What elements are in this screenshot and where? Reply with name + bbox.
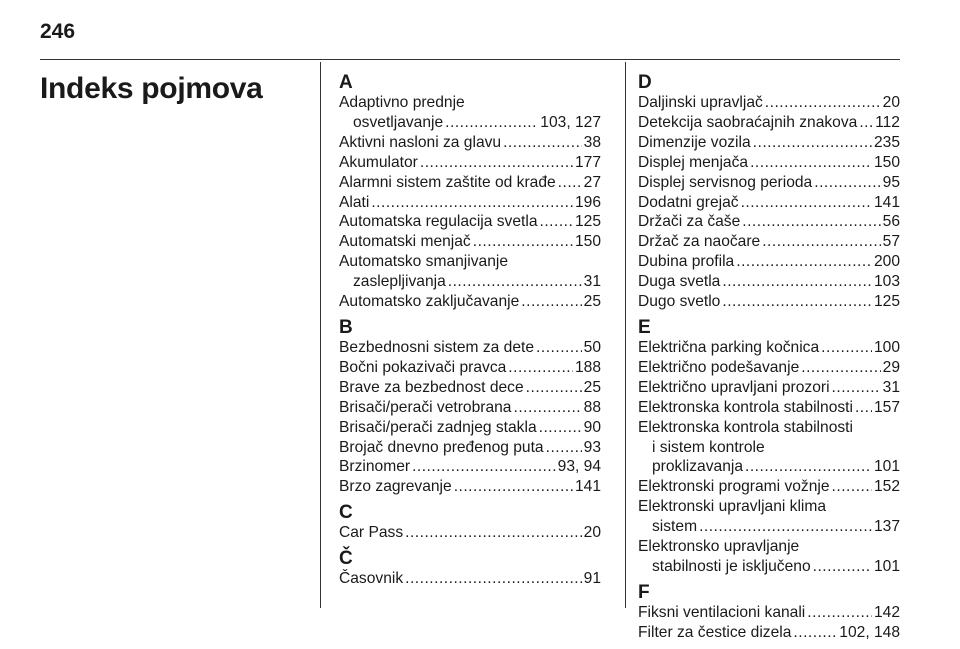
entry-term: Dimenzije vozila [638, 133, 751, 151]
index-column-2 [638, 73, 900, 649]
index-entry [339, 398, 601, 418]
index-entry [638, 113, 900, 133]
dot-leader [855, 398, 872, 418]
dot-leader [371, 193, 573, 213]
entry-pages: 103 [873, 273, 900, 291]
entry-term: Električno podešavanje [638, 358, 800, 376]
entry-pages: 31 [583, 273, 601, 291]
entry-term: Daljinski upravljač [638, 94, 763, 111]
entry-term: Detekcija saobraćajnih znakova [638, 113, 858, 131]
entry-pages: 152 [873, 478, 900, 496]
column-divider [625, 62, 626, 608]
dot-leader [722, 272, 872, 292]
entry-pages: 235 [873, 133, 900, 151]
entry-term: Akumulator [339, 153, 418, 171]
entry-term-continuation [638, 457, 900, 477]
column-divider [320, 62, 321, 608]
index-entry [638, 338, 900, 358]
entry-pages: 125 [873, 293, 900, 311]
dot-leader [540, 212, 573, 232]
index-entry [638, 153, 900, 173]
entry-term: Držači za čaše [638, 213, 741, 231]
entry-term: Brzo zagrevanje [339, 478, 452, 496]
entry-pages: 200 [873, 253, 900, 271]
entry-pages: 103, 127 [540, 113, 601, 131]
section-letter: A [339, 72, 353, 93]
entry-term-text: stabilnosti je isključeno [652, 557, 811, 575]
entry-term: Displej servisnog perioda [638, 173, 813, 191]
index-section [638, 318, 900, 577]
index-section [339, 318, 601, 497]
index-entry [638, 358, 900, 378]
index-entry [339, 193, 601, 213]
entry-term: Alati [339, 193, 370, 211]
dot-leader [762, 232, 880, 252]
entry-pages: 57 [882, 233, 900, 251]
dot-leader [750, 153, 872, 173]
entry-term-text: osvetljavanje [353, 113, 444, 131]
dot-leader [813, 557, 872, 577]
index-entry [339, 252, 601, 292]
entry-pages: 177 [574, 153, 601, 171]
index-entry [339, 212, 601, 232]
dot-leader [513, 398, 581, 418]
index-section [339, 73, 601, 312]
index-entry [339, 523, 601, 543]
index-entry [339, 378, 601, 398]
entry-term-text: proklizavanja [652, 458, 744, 476]
index-entry [638, 133, 900, 153]
entry-term: Elektronska kontrola stabilnosti [638, 418, 853, 436]
entry-term: Car Pass [339, 524, 404, 542]
entry-pages: 20 [882, 94, 900, 111]
section-letter: E [638, 316, 651, 338]
index-entry [638, 398, 900, 418]
dot-leader [832, 378, 881, 398]
index-section [638, 583, 900, 643]
index-entry [339, 438, 601, 458]
index-section [638, 73, 900, 312]
entry-term: Bezbednosni sistem za dete [339, 338, 535, 356]
entry-pages: 27 [583, 173, 601, 191]
index-entry [339, 457, 601, 477]
dot-leader [807, 603, 872, 623]
entry-term: Alarmni sistem zaštite od krađe [339, 173, 556, 191]
index-entry [638, 603, 900, 623]
dot-leader [536, 338, 582, 358]
dot-leader [801, 358, 880, 378]
entry-term-text: sistem [652, 518, 698, 536]
entry-pages: 101 [873, 557, 900, 575]
entry-term: Držač za naočare [638, 233, 761, 251]
dot-leader [741, 193, 872, 213]
header-rule [40, 59, 900, 60]
entry-term: Elektronska kontrola stabilnosti [638, 398, 853, 416]
entry-pages: 125 [574, 213, 601, 231]
section-letter: Č [339, 548, 353, 570]
index-entry [339, 133, 601, 153]
entry-term: Automatsko zaključavanje [339, 293, 520, 311]
dot-leader [521, 292, 581, 312]
dot-leader [821, 338, 872, 358]
dot-leader [473, 232, 573, 252]
entry-pages: 150 [873, 153, 900, 171]
entry-term: Adaptivno prednje [339, 94, 465, 111]
entry-term: Dodatni grejač [638, 193, 739, 211]
entry-pages: 56 [882, 213, 900, 231]
page-title: Indeks pojmova [40, 72, 263, 105]
index-entry [638, 378, 900, 398]
index-column-1 [339, 73, 601, 595]
dot-leader [405, 569, 582, 589]
index-entry [339, 173, 601, 193]
index-entry [638, 252, 900, 272]
entry-term: Displej menjača [638, 153, 749, 171]
entry-term: Brisači/perači zadnjeg stakla [339, 418, 537, 436]
entry-pages: 112 [875, 113, 900, 131]
entry-term: Brzinomer [339, 458, 411, 476]
entry-pages: 25 [583, 293, 601, 311]
entry-term: Elektronski upravljani klima [638, 498, 827, 516]
entry-term: Automatski menjač [339, 233, 471, 251]
index-entry [638, 93, 900, 113]
entry-term: Brisači/perači vetrobrana [339, 398, 512, 416]
entry-pages: 150 [574, 233, 601, 251]
dot-leader [736, 252, 872, 272]
entry-pages: 95 [882, 173, 900, 191]
dot-leader [722, 292, 872, 312]
index-section [339, 549, 601, 589]
entry-term: Dugo svetlo [638, 293, 721, 311]
entry-pages: 102, 148 [839, 623, 900, 641]
index-entry [638, 477, 900, 497]
entry-pages: 100 [873, 338, 900, 356]
entry-term-text: zaslepljivanja [353, 273, 446, 291]
dot-leader [859, 113, 873, 133]
index-entry [339, 232, 601, 252]
dot-leader [793, 623, 837, 643]
entry-term-continuation: i sistem kontrole [652, 438, 765, 456]
index-entry [339, 358, 601, 378]
entry-term: Automatsko smanjivanje [339, 253, 509, 271]
index-entry [638, 292, 900, 312]
entry-term: Fiksni ventilacioni kanali [638, 603, 806, 621]
entry-pages: 31 [882, 378, 900, 396]
entry-pages: 157 [873, 398, 900, 416]
index-entry [339, 477, 601, 497]
entry-term-continuation [638, 517, 900, 537]
entry-pages: 93, 94 [557, 458, 601, 476]
index-entry [638, 537, 900, 577]
dot-leader [558, 173, 582, 193]
dot-leader [526, 378, 582, 398]
entry-pages: 188 [574, 358, 601, 376]
entry-term: Duga svetla [638, 273, 721, 291]
dot-leader [412, 457, 556, 477]
index-entry [638, 232, 900, 252]
entry-term: Elektronsko upravljanje [638, 538, 800, 556]
entry-term: Elektronski programi vožnje [638, 478, 830, 496]
index-entry [339, 93, 601, 133]
index-entry [638, 497, 900, 537]
dot-leader [454, 477, 573, 497]
index-entry [638, 173, 900, 193]
index-entry [638, 418, 900, 478]
dot-leader [753, 133, 872, 153]
entry-term: Časovnik [339, 570, 404, 588]
entry-pages: 50 [583, 338, 601, 356]
entry-term: Električna parking kočnica [638, 338, 820, 356]
section-letter: D [638, 72, 652, 93]
entry-pages: 101 [873, 458, 900, 476]
dot-leader [405, 523, 582, 543]
dot-leader [445, 113, 538, 133]
entry-term: Aktivni nasloni za glavu [339, 133, 502, 151]
entry-term: Filter za čestice dizela [638, 623, 792, 641]
entry-term-continuation [638, 557, 900, 577]
entry-pages: 141 [873, 193, 900, 211]
entry-pages: 93 [583, 438, 601, 456]
entry-pages: 25 [583, 378, 601, 396]
dot-leader [420, 153, 573, 173]
index-entry [638, 193, 900, 213]
entry-pages: 91 [583, 570, 601, 588]
index-entry [339, 569, 601, 589]
dot-leader [508, 358, 573, 378]
entry-pages: 137 [873, 518, 900, 536]
entry-pages: 90 [583, 418, 601, 436]
section-letter: B [339, 316, 353, 338]
entry-pages: 141 [574, 478, 601, 496]
dot-leader [745, 457, 872, 477]
index-entry [339, 418, 601, 438]
dot-leader [742, 212, 880, 232]
entry-term: Brojač dnevno pređenog puta [339, 438, 544, 456]
entry-term-continuation [339, 113, 601, 133]
index-entry [339, 292, 601, 312]
page-number: 246 [40, 20, 76, 43]
dot-leader [503, 133, 582, 153]
entry-term: Dubina profila [638, 253, 735, 271]
dot-leader [546, 438, 582, 458]
dot-leader [832, 477, 872, 497]
section-letter: F [638, 581, 650, 603]
dot-leader [814, 173, 880, 193]
dot-leader [699, 517, 872, 537]
entry-pages: 196 [574, 193, 601, 211]
entry-term: Bočni pokazivači pravca [339, 358, 507, 376]
index-entry [638, 623, 900, 643]
index-section [339, 503, 601, 543]
entry-term-continuation [339, 272, 601, 292]
index-entry [339, 338, 601, 358]
section-letter: C [339, 502, 353, 524]
entry-pages: 20 [583, 524, 601, 542]
index-entry [339, 153, 601, 173]
entry-term: Električno upravljani prozori [638, 378, 830, 396]
index-entry [638, 272, 900, 292]
entry-pages: 29 [882, 358, 900, 376]
entry-pages: 38 [583, 133, 601, 151]
dot-leader [539, 418, 582, 438]
dot-leader [448, 272, 582, 292]
entry-pages: 88 [583, 398, 601, 416]
index-entry [638, 212, 900, 232]
entry-term: Brave za bezbednost dece [339, 378, 524, 396]
entry-pages: 142 [873, 603, 900, 621]
entry-term: Automatska regulacija svetla [339, 213, 538, 231]
dot-leader [765, 93, 881, 113]
